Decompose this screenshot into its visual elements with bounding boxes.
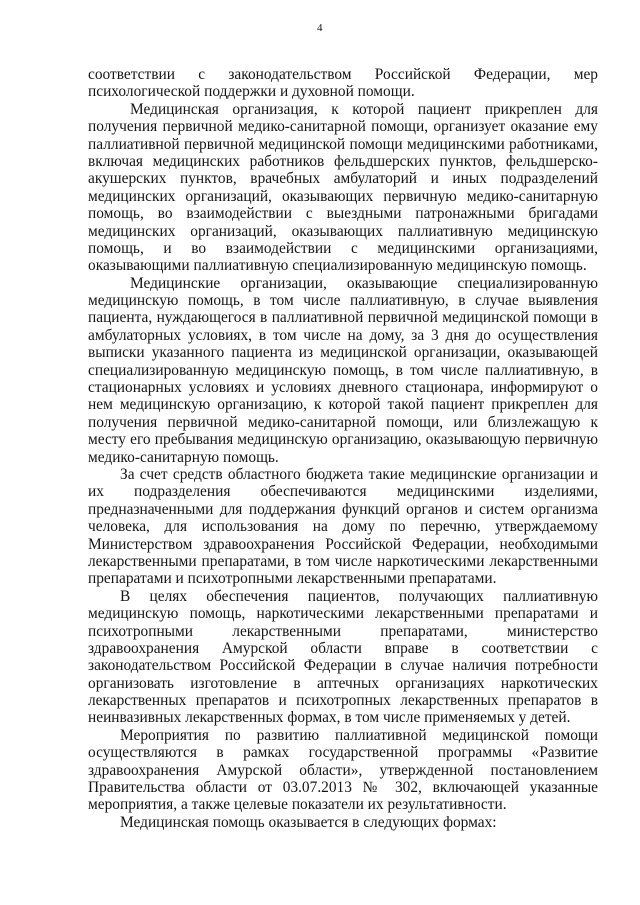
paragraph: [88, 275, 598, 466]
text-line: психотропными лекарственными препаратами, министерство: [88, 622, 598, 640]
page-number: 4: [317, 22, 323, 34]
text-line: пациента, нуждающегося в паллиативной первичной медицинской помощи в: [88, 309, 598, 327]
paragraph: [88, 66, 598, 101]
document-body: [88, 66, 598, 831]
text-line: нем медицинскую организацию, к которой такой пациент прикреплен для: [88, 396, 598, 414]
text-line: Медицинская помощь оказывается в следующих формах:: [120, 813, 497, 831]
paragraph: [88, 727, 598, 814]
text-line: мероприятия, а также целевые показатели их результативности.: [88, 796, 507, 814]
paragraph: [88, 466, 598, 588]
text-line: лекарственных препаратов и психотропных лекарственных препаратов в: [88, 692, 598, 710]
text-line: медицинскую помощь, в том числе паллиативную, в случае выявления: [88, 292, 598, 310]
text-line: получения первичной медико-санитарной помощи, организует оказание ему: [88, 118, 598, 136]
text-line: медицинских организаций, оказывающих первичную медико-санитарную: [88, 187, 598, 205]
text-line: осуществляются в рамках государственной программы «Развитие: [88, 744, 598, 762]
text-line: акушерских пунктов, врачебных амбулаторий и иных подразделений: [88, 170, 598, 188]
text-line: За счет средств областного бюджета такие медицинские организации и: [120, 465, 598, 483]
text-line: лекарственными препаратами, в том числе наркотическими лекарственными: [88, 552, 598, 570]
text-line: паллиативной первичной медицинской помощи медицинскими работниками,: [88, 135, 598, 153]
text-line: медико-санитарную помощь.: [88, 448, 279, 466]
text-line: препаратами и психотропными лекарственными препаратами.: [88, 570, 497, 588]
text-line: включая медицинских работников фельдшерских пунктов, фельдшерско-: [88, 152, 598, 170]
text-line: помощь, во взаимодействии с выездными патронажными бригадами: [88, 205, 598, 223]
text-line: специализированную медицинскую помощь, в том числе паллиативную, в: [88, 361, 598, 379]
text-line: здравоохранения Амурской области», утвержденной постановлением: [88, 761, 598, 779]
text-line: оказывающими паллиативную специализированную медицинскую помощь.: [88, 257, 587, 275]
paragraph: [88, 588, 598, 727]
text-line: законодательством Российской Федерации в случае наличия потребности: [88, 657, 598, 675]
text-line: выписки указанного пациента из медицинской организации, оказывающей: [88, 344, 598, 362]
text-line: медицинскую помощь, наркотическими лекарственными препаратами и: [88, 605, 598, 623]
text-line: соответствии с законодательством Российской Федерации, мер: [88, 66, 598, 83]
text-line: Правительства области от 03.07.2013 № 302, включающей указанные: [88, 779, 598, 797]
text-line: месту его пребывания медицинскую организацию, оказывающую первичную: [88, 431, 598, 449]
paragraph: [88, 101, 598, 275]
text-line: Медицинские организации, оказывающие специализированную: [130, 274, 598, 292]
text-line: здравоохранения Амурской области вправе в соответствии с: [88, 639, 598, 657]
text-line: их подразделения обеспечиваются медицинскими изделиями,: [88, 483, 598, 501]
text-line: помощь, и во взаимодействии с медицинскими организациями,: [88, 239, 598, 257]
text-line: предназначенными для поддержания функций органов и систем организма: [88, 500, 598, 518]
text-line: организовать изготовление в аптечных организациях наркотических: [88, 674, 598, 692]
text-line: Медицинская организация, к которой пациент прикреплен для: [130, 100, 598, 118]
text-line: получения первичной медико-санитарной помощи, или близлежащую к: [88, 413, 598, 431]
text-line: психологической поддержки и духовной помощи.: [88, 83, 415, 101]
text-line: стационарных условиях и условиях дневного стационара, информируют о: [88, 379, 598, 397]
paragraph: [88, 814, 598, 831]
text-line: амбулаторных условиях, в том числе на дому, за 3 дня до осуществления: [88, 326, 598, 344]
text-line: Министерством здравоохранения Российской Федерации, необходимыми: [88, 535, 598, 553]
text-line: В целях обеспечения пациентов, получающих паллиативную: [120, 587, 598, 605]
text-line: медицинских организаций, оказывающих паллиативную медицинскую: [88, 222, 598, 240]
text-line: Мероприятия по развитию паллиативной медицинской помощи: [120, 726, 598, 744]
text-line: человека, для использования на дому по перечню, утверждаемому: [88, 518, 598, 536]
text-line: неинвазивных лекарственных формах, в том числе применяемых у детей.: [88, 709, 571, 727]
